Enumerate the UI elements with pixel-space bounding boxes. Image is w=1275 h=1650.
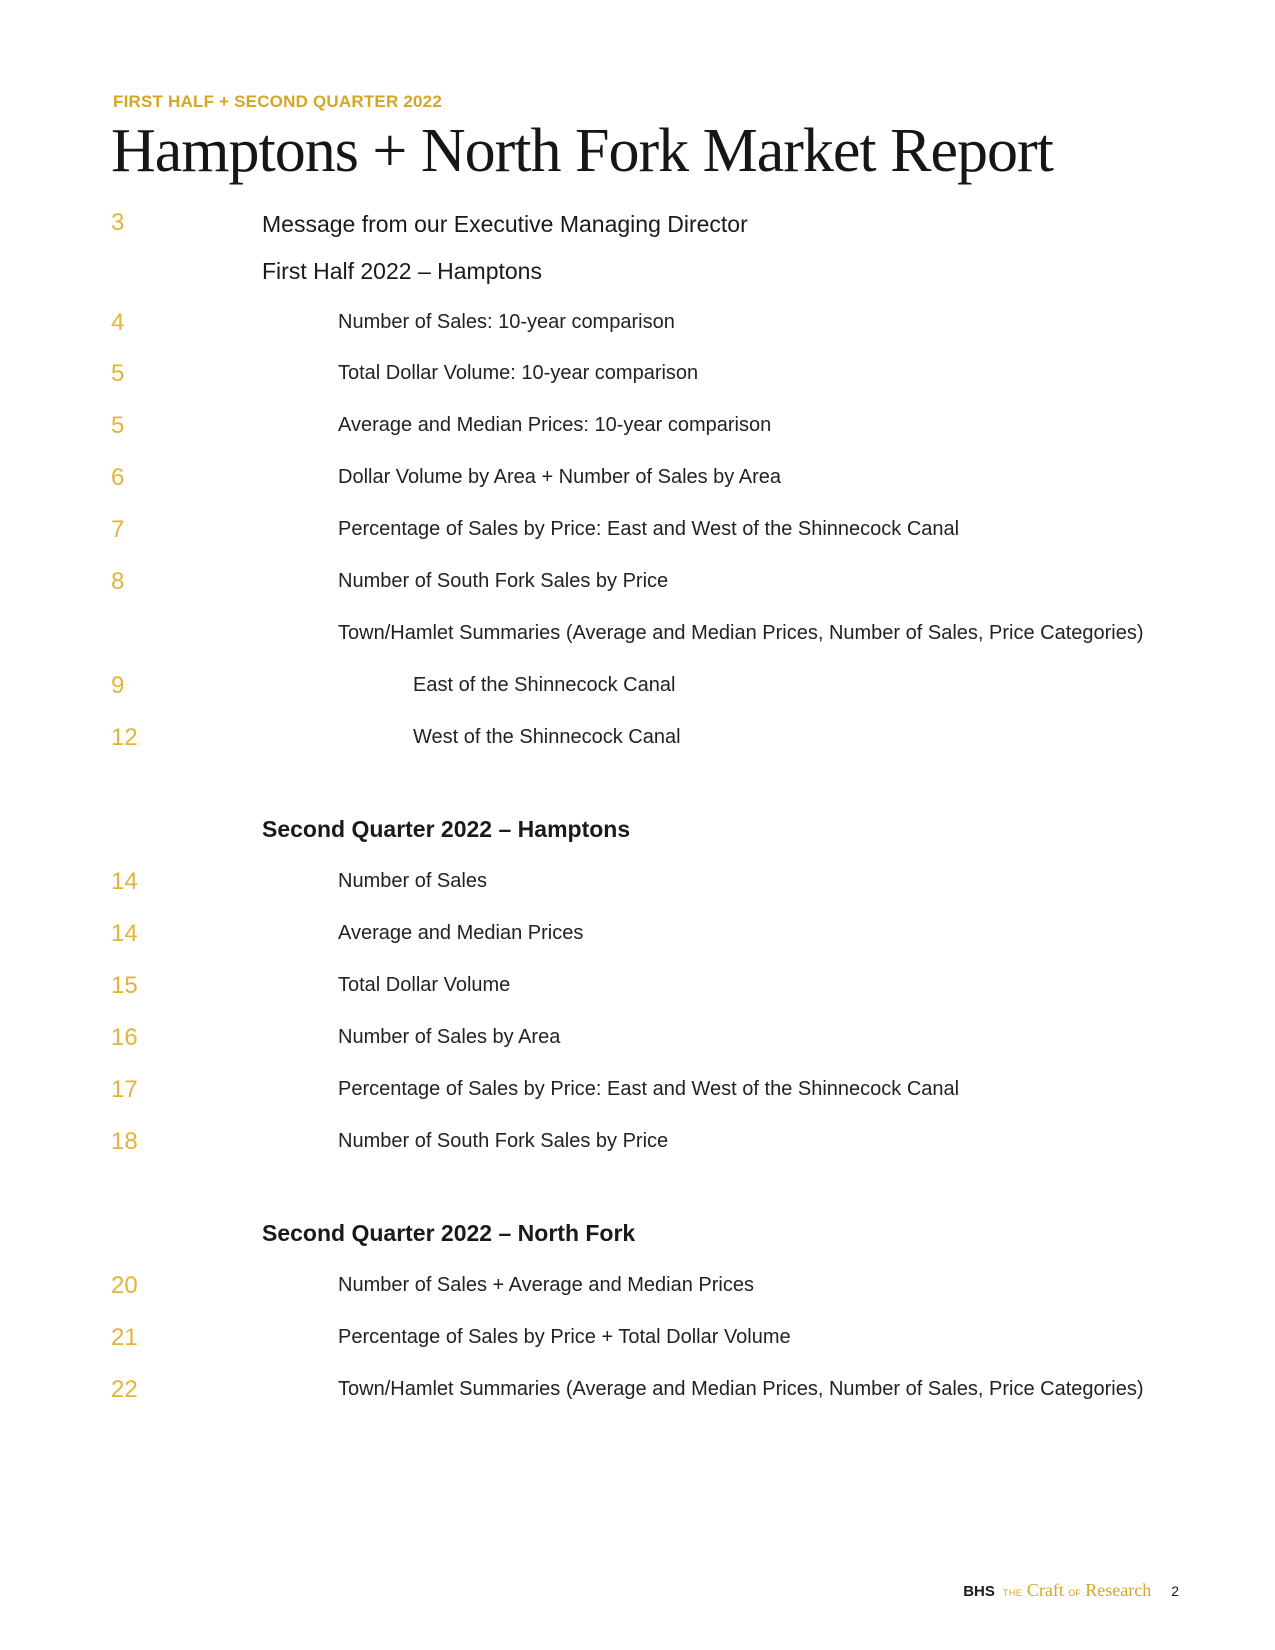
toc-entry-label: Average and Median Prices: 10-year comparison bbox=[338, 414, 772, 436]
toc-page-number: 21 bbox=[111, 1324, 138, 1351]
brand-the: THE bbox=[1002, 1588, 1023, 1598]
toc-entry[interactable] bbox=[0, 516, 1275, 556]
toc-page-number: 7 bbox=[111, 516, 125, 543]
toc-page-number: 6 bbox=[111, 464, 125, 491]
toc-entry-label: Average and Median Prices bbox=[338, 922, 584, 944]
toc-entry-label: Number of Sales by Area bbox=[338, 1026, 561, 1048]
brand-bhs: BHS bbox=[963, 1583, 995, 1600]
toc-page-number: 14 bbox=[111, 920, 138, 947]
toc-page-number: 5 bbox=[111, 360, 125, 387]
toc-entry[interactable] bbox=[0, 568, 1275, 608]
toc-page-number: 15 bbox=[111, 972, 138, 999]
toc-entry[interactable] bbox=[0, 972, 1275, 1012]
brand-tagline bbox=[1003, 1580, 1151, 1601]
brand-research: Research bbox=[1085, 1580, 1152, 1600]
toc-entry[interactable] bbox=[0, 1128, 1275, 1168]
toc-entry-label: Town/Hamlet Summaries (Average and Median Prices, Number of Sales, Price Categories) bbox=[338, 1378, 1144, 1400]
toc-entry[interactable] bbox=[0, 309, 1275, 349]
toc-entry-label: Number of Sales bbox=[338, 870, 487, 892]
toc-entry[interactable] bbox=[0, 412, 1275, 452]
toc-entry[interactable] bbox=[0, 1076, 1275, 1116]
brand-of: OF bbox=[1068, 1588, 1081, 1598]
toc-entry-label: Percentage of Sales by Price + Total Dollar Volume bbox=[338, 1326, 791, 1348]
toc-page-number: 9 bbox=[111, 672, 125, 699]
toc-entry[interactable] bbox=[0, 1024, 1275, 1064]
toc-section-heading[interactable] bbox=[0, 1218, 1275, 1258]
toc-page-number: 18 bbox=[111, 1128, 138, 1155]
toc-entry-label: Town/Hamlet Summaries (Average and Median Prices, Number of Sales, Price Categories) bbox=[338, 622, 1144, 644]
toc-page-number: 16 bbox=[111, 1024, 138, 1051]
brand-craft: Craft bbox=[1026, 1580, 1064, 1600]
toc-entry-label: Total Dollar Volume: 10-year comparison bbox=[338, 362, 699, 384]
toc-entry-label: Dollar Volume by Area + Number of Sales by Area bbox=[338, 466, 782, 488]
toc-page-number: 5 bbox=[111, 412, 125, 439]
toc-page-number: 12 bbox=[111, 724, 138, 751]
toc-entry[interactable] bbox=[0, 868, 1275, 908]
toc-section-heading[interactable] bbox=[0, 256, 1275, 296]
toc-entry[interactable] bbox=[0, 724, 1275, 764]
toc-entry-label: Second Quarter 2022 – Hamptons bbox=[262, 816, 631, 842]
toc-entry[interactable] bbox=[0, 360, 1275, 400]
toc-entry-label: Percentage of Sales by Price: East and West of the Shinnecock Canal bbox=[338, 1078, 960, 1100]
toc-entry-label: Message from our Executive Managing Director bbox=[262, 211, 748, 237]
toc-entry-label: Percentage of Sales by Price: East and West of the Shinnecock Canal bbox=[338, 518, 960, 540]
toc-section-heading[interactable] bbox=[0, 814, 1275, 854]
toc-entry-label: East of the Shinnecock Canal bbox=[413, 674, 676, 696]
toc-entry-label: Second Quarter 2022 – North Fork bbox=[262, 1220, 636, 1246]
toc-entry[interactable] bbox=[0, 209, 1275, 249]
page-number: 2 bbox=[1171, 1583, 1179, 1599]
toc-entry[interactable] bbox=[0, 1376, 1275, 1416]
toc-entry[interactable] bbox=[0, 1324, 1275, 1364]
toc-page-number: 3 bbox=[111, 209, 125, 236]
toc-page-number: 8 bbox=[111, 568, 125, 595]
toc-entry[interactable] bbox=[0, 1272, 1275, 1312]
toc-page-number: 22 bbox=[111, 1376, 138, 1403]
report-eyebrow: FIRST HALF + SECOND QUARTER 2022 bbox=[113, 92, 442, 111]
toc-entry-label: Number of South Fork Sales by Price bbox=[338, 1130, 669, 1152]
toc-entry-label: Number of Sales: 10-year comparison bbox=[338, 311, 675, 333]
toc-page-number: 17 bbox=[111, 1076, 138, 1103]
toc-entry[interactable] bbox=[0, 672, 1275, 712]
toc-entry-label: Number of South Fork Sales by Price bbox=[338, 570, 669, 592]
toc-entry-label: Total Dollar Volume bbox=[338, 974, 511, 996]
toc-entry-label: West of the Shinnecock Canal bbox=[413, 726, 681, 748]
toc-page-number: 20 bbox=[111, 1272, 138, 1299]
page-footer bbox=[963, 1580, 1179, 1601]
toc-entry[interactable] bbox=[0, 620, 1275, 660]
page-title: Hamptons + North Fork Market Report bbox=[111, 117, 1053, 185]
toc-page-number: 4 bbox=[111, 309, 125, 336]
toc-entry-label: Number of Sales + Average and Median Prices bbox=[338, 1274, 754, 1296]
toc-entry[interactable] bbox=[0, 920, 1275, 960]
toc-page-number: 14 bbox=[111, 868, 138, 895]
toc-entry[interactable] bbox=[0, 464, 1275, 504]
toc-entry-label: First Half 2022 – Hamptons bbox=[262, 258, 542, 284]
